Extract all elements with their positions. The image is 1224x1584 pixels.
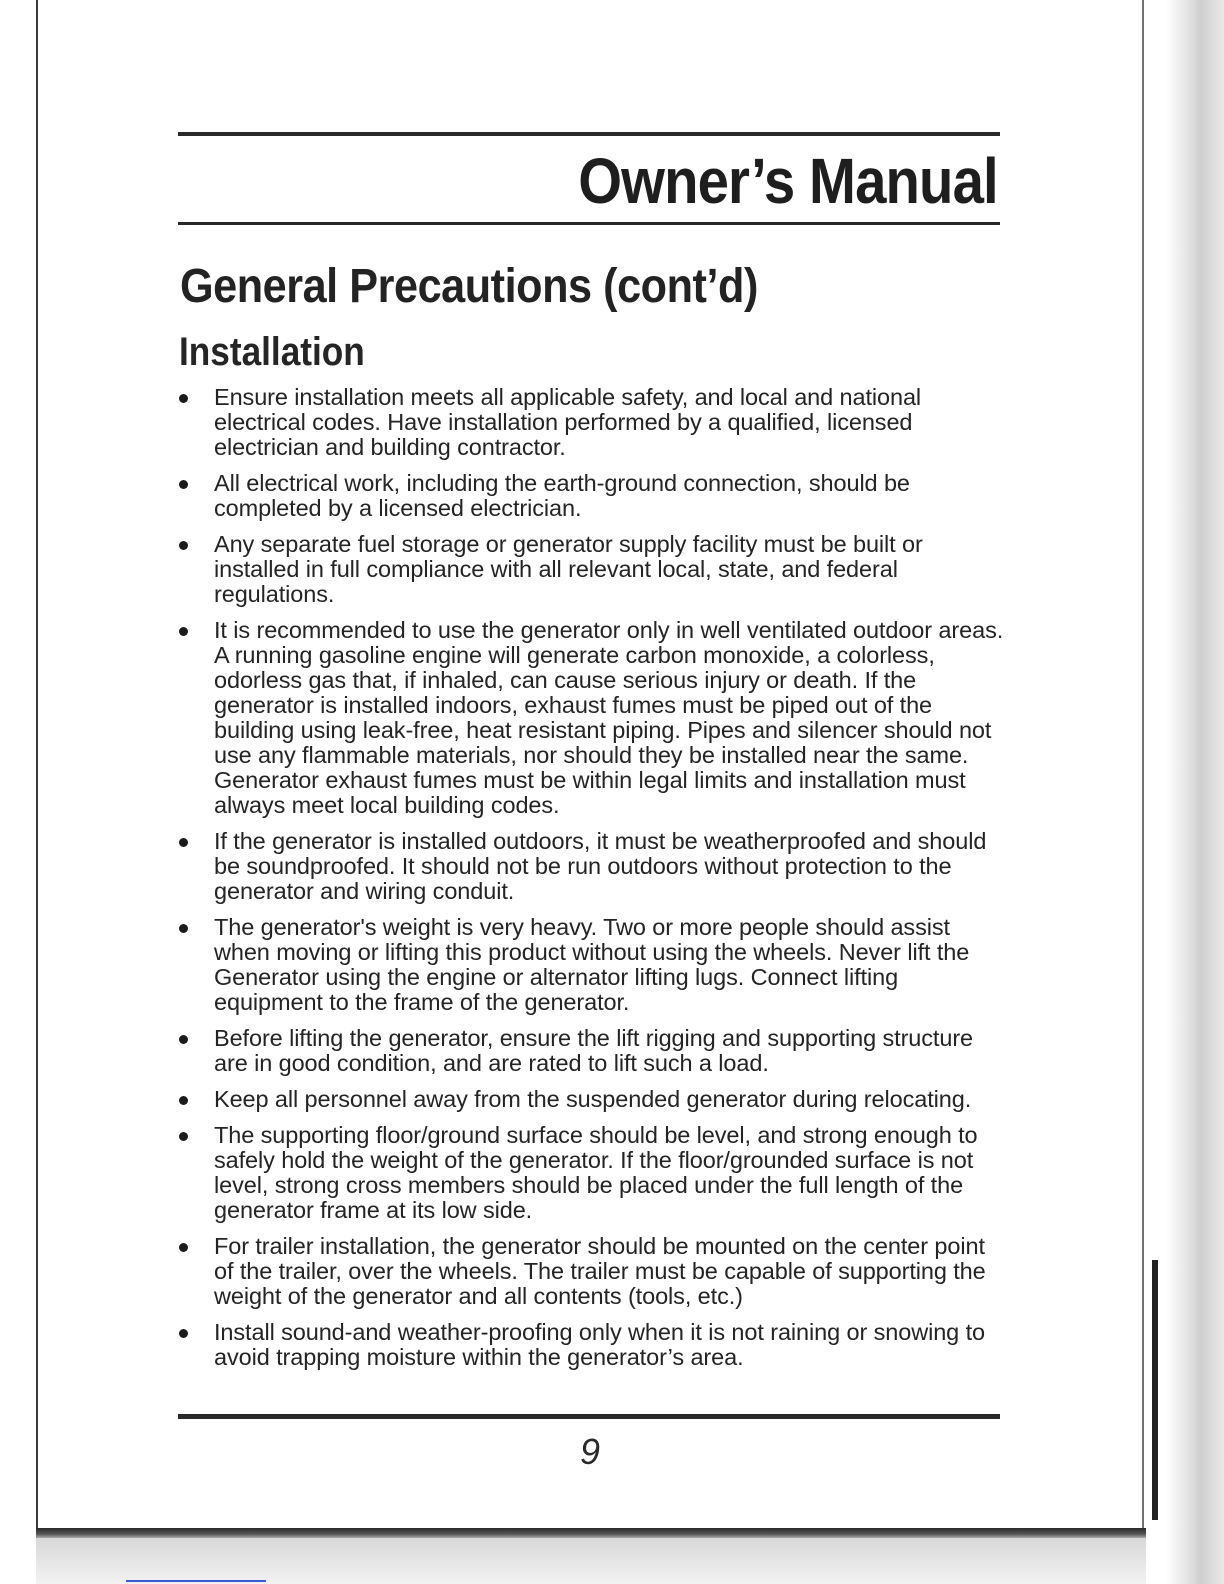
list-item [174, 532, 1004, 607]
list-item [174, 1026, 1004, 1076]
bullet-icon [179, 1096, 188, 1105]
list-item [174, 915, 1004, 1015]
list-item [174, 1234, 1004, 1309]
scan-right-shadow [1166, 0, 1224, 1584]
header-bottom-rule [178, 222, 1000, 225]
scan-binding-line [1142, 0, 1144, 1584]
scan-bottom-edge [36, 1528, 1146, 1538]
section-title: General Precautions (cont’d) [180, 260, 758, 313]
list-item-text: Before lifting the generator, ensure the lift rigging and supporting structure are in good condition, and are rated to lift such a load. [214, 1025, 974, 1076]
list-item-text: Any separate fuel storage or generator supply facility must be built or installed in full compliance with all relevant local, state, and federal regulations. [214, 531, 923, 607]
list-item [174, 618, 1004, 818]
scan-bottom-shade [36, 1538, 1146, 1584]
bullet-icon [179, 838, 188, 847]
bullet-icon [179, 924, 188, 933]
page-number: 9 [579, 1431, 601, 1472]
list-item-text: It is recommended to use the generator only in well ventilated outdoor areas. A running gasoline engine will generate carbon monoxide, a colorless, odorless gas that, if inhaled, can cause serious injury or death. If the generator is installed indoors, exhaust fumes must be piped out of the building using leak-free, heat resistant piping. Pipes and silencer should not use any flammable materials, nor should they be installed near the same. Generator exhaust fumes must be within legal limits and installation must always meet local building codes. [214, 617, 1004, 818]
list-item-text: The supporting floor/ground surface should be level, and strong enough to safely hold the weight of the generator. If the floor/grounded surface is not level, strong cross members should be placed under the full length of the generator frame at its low side. [214, 1122, 978, 1223]
list-item [174, 1087, 1004, 1112]
bullet-icon [179, 1132, 188, 1141]
list-item [174, 471, 1004, 521]
list-item-text: All electrical work, including the earth-ground connection, should be completed by a licensed electrician. [214, 470, 910, 521]
section-subtitle: Installation [179, 330, 365, 374]
scan-bottom-mark [126, 1580, 266, 1582]
list-item-text: Install sound-and weather-proofing only when it is not raining or snowing to avoid trapping moisture within the generator’s area. [214, 1319, 985, 1370]
footer-rule [178, 1414, 1000, 1419]
header-top-rule [178, 132, 1000, 136]
bullet-icon [179, 541, 188, 550]
list-item-text: If the generator is installed outdoors, it must be weatherproofed and should be soundproofed. It should not be run outdoors without protection to the generator and wiring conduit. [214, 828, 987, 904]
list-item-text: The generator's weight is very heavy. Two or more people should assist when moving or lifting this product without using the wheels. Never lift the Generator using the engine or alternator lifting lugs. Connect lifting equipment to the frame of the generator. [214, 914, 970, 1015]
list-item [174, 385, 1004, 460]
list-item-text: For trailer installation, the generator should be mounted on the center point of the trailer, over the wheels. The trailer must be capable of supporting the weight of the generator and all contents (tools, etc.) [214, 1233, 986, 1309]
list-item-text: Ensure installation meets all applicable safety, and local and national electrical codes. Have installation performed by a qualified, licensed electrician and building contractor. [214, 384, 922, 460]
list-item [174, 1320, 1004, 1370]
bullet-icon [179, 1329, 188, 1338]
list-item [174, 829, 1004, 904]
bullet-icon [179, 1243, 188, 1252]
bullet-icon [179, 394, 188, 403]
scan-binding-shadow [1152, 1260, 1158, 1520]
precautions-list [174, 385, 1004, 1381]
list-item-text: Keep all personnel away from the suspended generator during relocating. [214, 1086, 972, 1112]
bullet-icon [179, 480, 188, 489]
list-item [174, 1123, 1004, 1223]
manual-title: Owner’s Manual [578, 145, 998, 217]
scan-left-edge [36, 0, 38, 1530]
bullet-icon [179, 1035, 188, 1044]
bullet-icon [179, 627, 188, 636]
